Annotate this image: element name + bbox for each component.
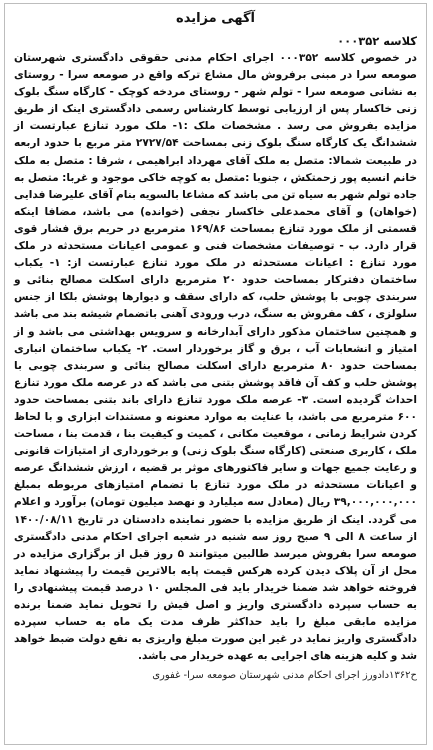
- notice-signature: ح۱۳۶۲دادورز اجرای احکام مدنی شهرستان صومعه سرا- غفوری: [152, 670, 417, 682]
- auction-notice: [4, 3, 427, 745]
- notice-title: آگهی مزایده: [176, 11, 255, 26]
- case-number: کلاسه ۰۰۰۳۵۲: [337, 34, 417, 48]
- notice-body: در خصوص کلاسه ۰۰۰۳۵۲ اجرای احکام مدنی حقوقی دادگستری شهرستان صومعه سرا در مبنی برفروش مال مشاع ترکه واقع در صومعه سرا - روستای به نشانی صومعه سرا - تولم شهر - روستای مردخه کوچک - کارگاه سنگ بلوک زنی خاکسار پس از ارزیابی توسط کارشناس رسمی دادگستری اینک از طریق مزایده بفروش می رسد . مشخصات ملک :۱- ملک مورد تنازع عبارتست از ششدانگ یک کارگاه سنگ بلوک زنی بمساحت ۲۷۲۷/۵۴ متر مربع با حدود اربعه در طبیعت شمالا: متصل به ملک آقای مهرداد ابراهیمی ، شرقا : متصل به ملک خانم انسیه پور زحمتکش ، جنوبا :متصل به کوچه خاکی موجود و غربا: متصل به جاده تولم شهر به سیاه تن می باشد که مشاعا بالسویه بنام آقای علیرضا فدایی (خواهان) و آقای محمدعلی خاکسار نجفی (خوانده) می باشد، مضافا اینکه قسمتی از ملک مورد تنازع بمساحت ۱۶۹/۸۶ مترمربع در حریم برق فشار قوی قرار دارد. ب - توصیفات مشخصات فنی و عمومی اعیانات مستحدثه در ملک مورد تنازع : اعیانات مستحدثه در ملک مورد تنازع عبارتست از: ۱- یکباب ساختمان دفترکار بمساحت حدود ۲۰ مترمربع دارای اسکلت مصالح بنائی و سربندی چوبی با پوشش حلب، که دارای سقف و دیوارها پوشش بلکا از جنس سلولزی ، کف مفروش به سنگ، درب ورودی آهنی باتضمام شیشه بند می باشد و همچنین ساختمان مذکور دارای آبدارخانه و سرویس بهداشتی می باشد و از امتیاز و انشعابات آب ، برق و گاز برخوردار است. ۲- یکباب ساختمان انباری بمساحت حدود ۸۰ مترمربع دارای اسکلت مصالح بنائی و سربندی چوبی با پوشش حلب و کف آن فاقد پوشش بتنی می باشد که در عرصه ملک مورد تنازع احداث گردیده است. ۳- عرصه ملک مورد تنازع دارای باند بتنی بمساحت حدود ۶۰۰ مترمربع می باشد، با عنایت به موارد معنونه و مستندات ابزاری و با لحاظ کردن شرایط زمانی ، موقعیت مکانی ، کمیت و کیفیت بنا ، قدمت بنا ، مساحت ملک ، کاربری صنعتی (کارگاه سنگ بلوک زنی) و برخورداری از امتیازات قانونی و رعایت جمیع جهات و سایر فاکتورهای موثر بر قضیه ، ارزش ششدانگ عرصه و اعیانات مستحدثه در ملک مورد تنازع با تضمام امتیازهای مربوطه بمبلغ ۳۹,۰۰۰,۰۰۰,۰۰۰ ریال (معادل سه میلیارد و نهصد میلیون تومان) برآورد و اعلام می گردد. اینک از طریق مزایده با حضور نماینده دادستان در تاریخ ۱۴۰۰/۰۸/۱۱ از ساعت ۸ الی ۹ صبح روز سه شنبه در شعبه اجرای احکام مدنی دادگستری صومعه سرا بفروش میرسد طالبین میتوانند ۵ روز قبل از برگزاری مزایده در محل از آن پلاک دیدن کرده هرکس قیمت پایه بالاترین قیمت را پیشنهاد نماید فروخته خواهد شد ضمنا خریدار باید فی المجلس ۱۰ درصد قیمت پیشنهادی را به حساب سپرده دادگستری واریز و اصل فیش را تحویل نماید ضمنا برنده مزایده مابقی مبلغ را باید حداکثر ظرف مدت یک ماه به حساب سپرده دادگستری واریز نماید در غیر این صورت مبلغ واریزی به نفع دولت ضبط خواهد شد و کلیه هزینه های اجرایی به عهده خریدار می باشد.: [14, 52, 418, 663]
